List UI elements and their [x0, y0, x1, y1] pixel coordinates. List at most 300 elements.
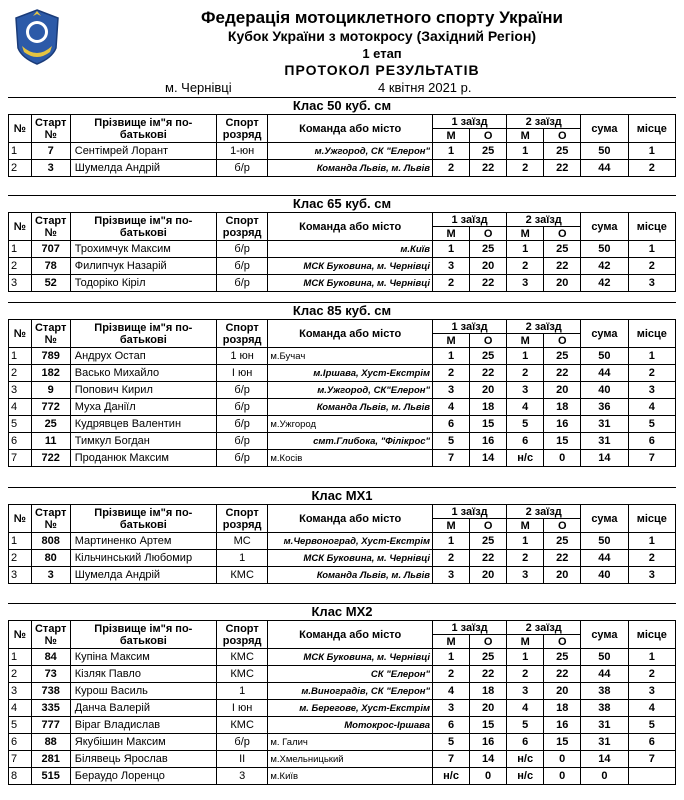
race1-place: 2 [433, 275, 470, 292]
col-name-header: Прізвище ім"я по-батькові [70, 621, 216, 649]
rider-name: Проданюк Максим [70, 450, 216, 467]
start-number: 789 [31, 348, 70, 365]
final-place: 4 [628, 399, 675, 416]
row-index: 1 [9, 348, 32, 365]
race2-place: 4 [507, 700, 544, 717]
row-index: 4 [9, 399, 32, 416]
col-num-header: № [9, 115, 32, 143]
total-points: 38 [581, 700, 628, 717]
final-place: 2 [628, 666, 675, 683]
stage-title: 1 етап [362, 46, 402, 61]
race1-place: 1 [433, 241, 470, 258]
col-start-header: Старт № [31, 621, 70, 649]
race2-place: 1 [507, 533, 544, 550]
col-race1-header: 1 заїзд [433, 505, 507, 519]
team-city: Команда Львів, м. Львів [268, 567, 433, 584]
table-row [9, 734, 676, 751]
race2-points: 15 [544, 734, 581, 751]
class-section [8, 603, 676, 785]
table-row [9, 666, 676, 683]
table-row [9, 258, 676, 275]
team-city: смт.Глибока, "Філікрос" [268, 433, 433, 450]
row-index: 3 [9, 683, 32, 700]
race2-place: 6 [507, 734, 544, 751]
race1-points: 14 [470, 450, 507, 467]
col-num-header: № [9, 213, 32, 241]
rider-name: Шумелда Андрій [70, 567, 216, 584]
rider-name: Курош Василь [70, 683, 216, 700]
col-place-m-header: М [507, 129, 544, 143]
col-name-header: Прізвище ім"я по-батькові [70, 505, 216, 533]
race2-points: 20 [544, 382, 581, 399]
team-city: м.Косів [268, 450, 433, 467]
table-row [9, 751, 676, 768]
total-points: 31 [581, 717, 628, 734]
row-index: 3 [9, 382, 32, 399]
results-table [8, 114, 676, 177]
col-points-o-header: О [470, 129, 507, 143]
race1-place: 2 [433, 666, 470, 683]
race2-points: 22 [544, 666, 581, 683]
team-city: м.Ужгород, СК "Елерон" [268, 143, 433, 160]
col-sum-header: сума [581, 621, 628, 649]
start-number: 515 [31, 768, 70, 785]
race1-place: 2 [433, 550, 470, 567]
team-city: м. Берегове, Хуст-Екстрім [268, 700, 433, 717]
race2-place: 2 [507, 550, 544, 567]
race2-points: 18 [544, 700, 581, 717]
race1-place: 5 [433, 433, 470, 450]
team-city: м.Хмельницький [268, 751, 433, 768]
class-title: Клас 65 куб. см [8, 195, 676, 212]
race2-points: 0 [544, 751, 581, 768]
team-city: МСК Буковина, м. Чернівці [268, 258, 433, 275]
col-points-o-header: О [544, 129, 581, 143]
race2-points: 22 [544, 550, 581, 567]
race2-place: 1 [507, 241, 544, 258]
race1-place: 3 [433, 700, 470, 717]
race2-points: 25 [544, 533, 581, 550]
total-points: 44 [581, 550, 628, 567]
cup-title: Кубок України з мотокросу (Західний Регіон) [227, 28, 537, 44]
total-points: 40 [581, 382, 628, 399]
table-row [9, 241, 676, 258]
rider-name: Купіна Максим [70, 649, 216, 666]
row-index: 7 [9, 751, 32, 768]
start-number: 722 [31, 450, 70, 467]
table-row [9, 143, 676, 160]
row-index: 2 [9, 666, 32, 683]
col-rank-header: Спорт розряд [216, 213, 267, 241]
start-number: 52 [31, 275, 70, 292]
col-name-header: Прізвище ім"я по-батькові [70, 320, 216, 348]
col-place-m-header: М [507, 227, 544, 241]
race2-points: 22 [544, 365, 581, 382]
col-place-m-header: М [433, 227, 470, 241]
final-place: 5 [628, 416, 675, 433]
final-place [628, 768, 675, 785]
sport-rank: б/р [216, 275, 267, 292]
rider-name: Филипчук Назарій [70, 258, 216, 275]
start-number: 3 [31, 160, 70, 177]
col-name-header: Прізвище ім"я по-батькові [70, 115, 216, 143]
table-row [9, 567, 676, 584]
rider-name: Данча Валерій [70, 700, 216, 717]
col-place-m-header: М [433, 519, 470, 533]
final-place: 5 [628, 717, 675, 734]
col-race2-header: 2 заїзд [507, 213, 581, 227]
table-row [9, 399, 676, 416]
total-points: 0 [581, 768, 628, 785]
rider-name: Якубішин Максим [70, 734, 216, 751]
rider-name: Шумелда Андрій [70, 160, 216, 177]
table-row [9, 649, 676, 666]
sport-rank: 1-юн [216, 143, 267, 160]
table-row [9, 433, 676, 450]
race2-points: 15 [544, 433, 581, 450]
final-place: 2 [628, 550, 675, 567]
sport-rank: б/р [216, 433, 267, 450]
table-row [9, 683, 676, 700]
team-city: м.Іршава, Хуст-Екстрім [268, 365, 433, 382]
start-number: 777 [31, 717, 70, 734]
row-index: 2 [9, 365, 32, 382]
protocol-title: ПРОТОКОЛ РЕЗУЛЬТАТІВ [284, 62, 480, 78]
team-city: МСК Буковина, м. Чернівці [268, 649, 433, 666]
start-number: 7 [31, 143, 70, 160]
race1-place: 6 [433, 717, 470, 734]
race1-place: 3 [433, 382, 470, 399]
start-number: 73 [31, 666, 70, 683]
race2-place: 2 [507, 365, 544, 382]
col-sum-header: сума [581, 320, 628, 348]
class-title: Клас 50 куб. см [8, 97, 676, 114]
sport-rank: ІІ [216, 751, 267, 768]
final-place: 6 [628, 433, 675, 450]
final-place: 7 [628, 450, 675, 467]
rider-name: Тодоріко Кіріл [70, 275, 216, 292]
team-city: м.Київ [268, 768, 433, 785]
final-place: 4 [628, 700, 675, 717]
race2-points: 25 [544, 649, 581, 666]
race1-points: 0 [470, 768, 507, 785]
race1-place: 2 [433, 160, 470, 177]
row-index: 7 [9, 450, 32, 467]
start-number: 80 [31, 550, 70, 567]
total-points: 50 [581, 143, 628, 160]
race2-points: 20 [544, 275, 581, 292]
start-number: 738 [31, 683, 70, 700]
final-place: 3 [628, 683, 675, 700]
final-place: 3 [628, 275, 675, 292]
sport-rank: б/р [216, 734, 267, 751]
race2-points: 0 [544, 450, 581, 467]
total-points: 50 [581, 533, 628, 550]
sport-rank: б/р [216, 160, 267, 177]
col-place-header: місце [628, 621, 675, 649]
federation-title: Федерація мотоциклетного спорту України [201, 8, 563, 27]
col-race2-header: 2 заїзд [507, 505, 581, 519]
sport-rank: 3 [216, 768, 267, 785]
results-table [8, 319, 676, 467]
team-city: м.Виноградів, СК "Елерон" [268, 683, 433, 700]
col-start-header: Старт № [31, 320, 70, 348]
final-place: 2 [628, 160, 675, 177]
race1-points: 22 [470, 160, 507, 177]
rider-name: Кудрявцев Валентин [70, 416, 216, 433]
race2-points: 20 [544, 567, 581, 584]
race2-place: 5 [507, 416, 544, 433]
race2-place: 6 [507, 433, 544, 450]
team-city: Мотокрос-Іршава [268, 717, 433, 734]
row-index: 8 [9, 768, 32, 785]
col-place-m-header: М [433, 129, 470, 143]
start-number: 707 [31, 241, 70, 258]
race2-place: 1 [507, 143, 544, 160]
race2-points: 25 [544, 143, 581, 160]
race2-place: н/с [507, 450, 544, 467]
rider-name: Андрух Остап [70, 348, 216, 365]
row-index: 1 [9, 241, 32, 258]
race1-place: 1 [433, 348, 470, 365]
team-city: МСК Буковина, м. Чернівці [268, 275, 433, 292]
col-start-header: Старт № [31, 115, 70, 143]
row-index: 6 [9, 734, 32, 751]
race1-place: 1 [433, 143, 470, 160]
race2-place: 4 [507, 399, 544, 416]
col-place-m-header: М [507, 519, 544, 533]
sport-rank: 1 [216, 683, 267, 700]
col-place-header: місце [628, 115, 675, 143]
race1-place: 5 [433, 734, 470, 751]
table-row [9, 365, 676, 382]
team-city: СК "Елерон" [268, 666, 433, 683]
start-number: 3 [31, 567, 70, 584]
class-section [8, 195, 676, 292]
sport-rank: КМС [216, 567, 267, 584]
start-number: 182 [31, 365, 70, 382]
team-city: м.Ужгород [268, 416, 433, 433]
final-place: 3 [628, 567, 675, 584]
race2-points: 16 [544, 717, 581, 734]
total-points: 50 [581, 241, 628, 258]
col-place-m-header: М [507, 635, 544, 649]
table-row [9, 275, 676, 292]
table-row [9, 382, 676, 399]
col-team-header: Команда або місто [268, 320, 433, 348]
race1-points: 25 [470, 649, 507, 666]
col-race1-header: 1 заїзд [433, 320, 507, 334]
col-team-header: Команда або місто [268, 115, 433, 143]
col-rank-header: Спорт розряд [216, 320, 267, 348]
race1-place: 1 [433, 649, 470, 666]
rider-name: Мартиненко Артем [70, 533, 216, 550]
col-race1-header: 1 заїзд [433, 213, 507, 227]
col-place-header: місце [628, 505, 675, 533]
race1-points: 18 [470, 683, 507, 700]
race2-points: 25 [544, 348, 581, 365]
col-place-m-header: М [433, 635, 470, 649]
col-num-header: № [9, 621, 32, 649]
event-date: 4 квітня 2021 р. [378, 80, 472, 95]
col-points-o-header: О [544, 227, 581, 241]
team-city: МСК Буковина, м. Чернівці [268, 550, 433, 567]
start-number: 78 [31, 258, 70, 275]
race1-place: 2 [433, 365, 470, 382]
team-city: Команда Львів, м. Львів [268, 399, 433, 416]
race1-place: н/с [433, 768, 470, 785]
race1-points: 15 [470, 416, 507, 433]
race1-points: 16 [470, 433, 507, 450]
total-points: 14 [581, 751, 628, 768]
start-number: 9 [31, 382, 70, 399]
class-section [8, 97, 676, 177]
col-place-m-header: М [433, 334, 470, 348]
table-row [9, 550, 676, 567]
race1-points: 25 [470, 143, 507, 160]
col-points-o-header: О [470, 519, 507, 533]
rider-name: Трохимчук Максим [70, 241, 216, 258]
col-name-header: Прізвище ім"я по-батькові [70, 213, 216, 241]
col-start-header: Старт № [31, 213, 70, 241]
team-city: м.Бучач [268, 348, 433, 365]
race2-points: 25 [544, 241, 581, 258]
start-number: 335 [31, 700, 70, 717]
row-index: 5 [9, 416, 32, 433]
table-row [9, 533, 676, 550]
start-number: 84 [31, 649, 70, 666]
race2-place: 2 [507, 160, 544, 177]
sport-rank: І юн [216, 365, 267, 382]
race1-points: 22 [470, 275, 507, 292]
sport-rank: І юн [216, 700, 267, 717]
race2-place: 1 [507, 348, 544, 365]
rider-name: Бераудо Лоренцо [70, 768, 216, 785]
race1-points: 20 [470, 258, 507, 275]
race2-place: 3 [507, 683, 544, 700]
start-number: 772 [31, 399, 70, 416]
race1-points: 22 [470, 365, 507, 382]
rider-name: Васько Михайло [70, 365, 216, 382]
sport-rank: б/р [216, 416, 267, 433]
col-points-o-header: О [544, 334, 581, 348]
table-row [9, 717, 676, 734]
col-race1-header: 1 заїзд [433, 115, 507, 129]
total-points: 14 [581, 450, 628, 467]
total-points: 50 [581, 348, 628, 365]
class-title: Клас МХ2 [8, 603, 676, 620]
row-index: 6 [9, 433, 32, 450]
race1-points: 20 [470, 700, 507, 717]
race1-points: 22 [470, 550, 507, 567]
sport-rank: б/р [216, 258, 267, 275]
row-index: 1 [9, 649, 32, 666]
sport-rank: 1 [216, 550, 267, 567]
col-team-header: Команда або місто [268, 621, 433, 649]
rider-name: Тимкул Богдан [70, 433, 216, 450]
race1-points: 25 [470, 533, 507, 550]
race1-place: 7 [433, 751, 470, 768]
table-row [9, 348, 676, 365]
final-place: 3 [628, 382, 675, 399]
final-place: 1 [628, 533, 675, 550]
race2-place: 3 [507, 567, 544, 584]
col-points-o-header: О [470, 227, 507, 241]
rider-name: Кільчинський Любомир [70, 550, 216, 567]
start-number: 808 [31, 533, 70, 550]
race1-place: 7 [433, 450, 470, 467]
row-index: 1 [9, 533, 32, 550]
table-row [9, 160, 676, 177]
col-num-header: № [9, 505, 32, 533]
col-points-o-header: О [544, 635, 581, 649]
row-index: 5 [9, 717, 32, 734]
col-sum-header: сума [581, 115, 628, 143]
race1-place: 6 [433, 416, 470, 433]
row-index: 3 [9, 567, 32, 584]
total-points: 50 [581, 649, 628, 666]
total-points: 38 [581, 683, 628, 700]
total-points: 42 [581, 258, 628, 275]
final-place: 6 [628, 734, 675, 751]
final-place: 1 [628, 348, 675, 365]
col-race2-header: 2 заїзд [507, 115, 581, 129]
class-title: Клас 85 куб. см [8, 302, 676, 319]
results-table [8, 212, 676, 292]
race1-points: 18 [470, 399, 507, 416]
class-section [8, 302, 676, 467]
team-city: м.Ужгород, СК"Елерон" [268, 382, 433, 399]
row-index: 2 [9, 550, 32, 567]
team-city: м. Галич [268, 734, 433, 751]
table-row [9, 450, 676, 467]
race2-points: 0 [544, 768, 581, 785]
sport-rank: КМС [216, 649, 267, 666]
race1-points: 20 [470, 382, 507, 399]
final-place: 1 [628, 649, 675, 666]
col-team-header: Команда або місто [268, 505, 433, 533]
col-place-header: місце [628, 320, 675, 348]
col-start-header: Старт № [31, 505, 70, 533]
col-rank-header: Спорт розряд [216, 505, 267, 533]
team-city: м.Червоноград, Хуст-Екстрім [268, 533, 433, 550]
team-city: м.Київ [268, 241, 433, 258]
total-points: 31 [581, 734, 628, 751]
race1-points: 20 [470, 567, 507, 584]
race1-place: 4 [433, 399, 470, 416]
race2-points: 18 [544, 399, 581, 416]
rider-name: Сентімрей Лорант [70, 143, 216, 160]
sport-rank: МС [216, 533, 267, 550]
row-index: 2 [9, 160, 32, 177]
total-points: 44 [581, 666, 628, 683]
total-points: 31 [581, 433, 628, 450]
row-index: 2 [9, 258, 32, 275]
row-index: 1 [9, 143, 32, 160]
col-race2-header: 2 заїзд [507, 320, 581, 334]
total-points: 40 [581, 567, 628, 584]
class-section [8, 487, 676, 584]
race2-place: н/с [507, 751, 544, 768]
col-team-header: Команда або місто [268, 213, 433, 241]
table-row [9, 416, 676, 433]
sport-rank: КМС [216, 666, 267, 683]
sport-rank: б/р [216, 241, 267, 258]
race2-place: 3 [507, 275, 544, 292]
start-number: 281 [31, 751, 70, 768]
race1-points: 25 [470, 241, 507, 258]
final-place: 2 [628, 365, 675, 382]
